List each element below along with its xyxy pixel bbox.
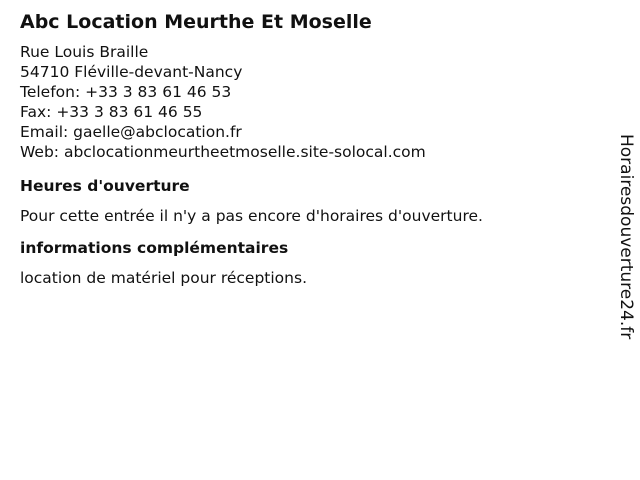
street-address: Rue Louis Braille — [20, 43, 149, 61]
additional-info-heading: informations complémentaires — [20, 239, 289, 257]
business-listing — [20, 8, 600, 288]
business-name: Abc Location Meurthe Et Moselle — [20, 11, 372, 33]
additional-info-text: location de matériel pour réceptions. — [20, 269, 307, 287]
web-line: Web: abclocationmeurtheetmoselle.site-solocal.com — [20, 143, 426, 161]
site-brand-vertical: Horairesdouverture24.fr — [616, 134, 636, 340]
phone-line: Telefon: +33 3 83 61 46 53 — [20, 83, 232, 101]
contact-block — [20, 42, 600, 162]
opening-hours-heading: Heures d'ouverture — [20, 177, 190, 195]
city-line: 54710 Fléville-devant-Nancy — [20, 63, 243, 81]
email-line: Email: gaelle@abclocation.fr — [20, 123, 242, 141]
fax-line: Fax: +33 3 83 61 46 55 — [20, 103, 203, 121]
opening-hours-text: Pour cette entrée il n'y a pas encore d'horaires d'ouverture. — [20, 207, 483, 225]
